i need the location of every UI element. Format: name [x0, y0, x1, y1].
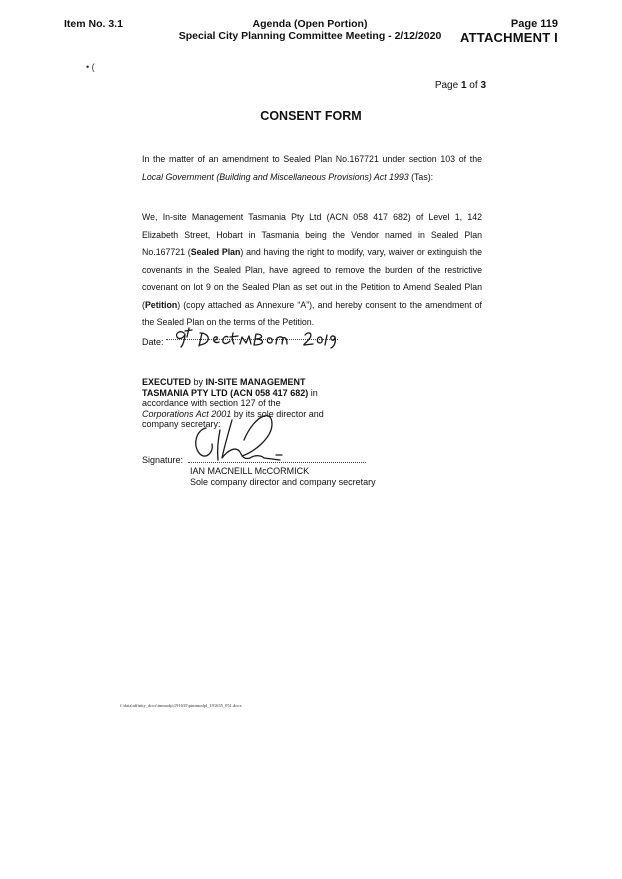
signature-label: Signature:: [142, 455, 184, 465]
attachment-label: ATTACHMENT I: [460, 30, 558, 45]
matter-text-b: (Tas):: [408, 171, 434, 182]
execution-line-5: company secretary:: [142, 419, 221, 429]
page-indicator-current: 1: [460, 80, 467, 91]
signatory-name: IAN MACNEILL McCORMICK: [190, 466, 310, 476]
corporations-act: Corporations Act 2001: [142, 408, 232, 419]
date-label: Date:: [142, 337, 164, 347]
page-indicator-prefix: Page: [434, 80, 461, 91]
execution-by: by: [191, 377, 206, 387]
company-name-2: TASMANIA PTY LTD (ACN 058 417 682): [142, 387, 309, 398]
scan-specks: • (: [86, 62, 95, 72]
company-name-1: IN-SITE MANAGEMENT: [205, 377, 306, 387]
executed-keyword: EXECUTED: [142, 377, 192, 387]
item-number: Item No. 3.1: [64, 18, 123, 30]
signatory-block: [190, 466, 376, 487]
execution-line-4-rest: by its sole director and: [231, 408, 324, 419]
execution-in: in: [308, 387, 318, 398]
page-indicator: [435, 80, 486, 91]
consent-text-c: ) (copy attached as Annexure “A”), and hereby consent to the amendment of the Sealed Plan on the terms of the Petition.: [142, 299, 482, 327]
execution-line-3: accordance with section 127 of the: [142, 398, 281, 408]
agenda-line-2: Special City Planning Committee Meeting - 2/12/2020: [178, 30, 442, 42]
page-number: Page 119: [510, 18, 558, 30]
matter-paragraph: [142, 151, 482, 186]
act-title: Local Government (Building and Miscellaneous Provisions) Act 1993: [142, 171, 409, 182]
petition-term: Petition: [144, 299, 178, 310]
handwritten-signature: [184, 410, 314, 470]
date-row: [142, 331, 442, 355]
execution-line-1: [142, 377, 372, 388]
page-indicator-total: 3: [480, 80, 486, 91]
page-attachment-block: [460, 18, 558, 45]
matter-text-a: In the matter of an amendment to Sealed Plan No.167721 under section 103 of the: [142, 154, 482, 164]
consent-text-b: ) and having the right to modify, vary, waiver or extinguish the covenants in the Sealed Plan, have agreed to remove the burden of the restrictive covenant on lot 9 on the Sealed Plan as set out in the Petition to Amend Sealed Plan (: [142, 247, 482, 310]
signature-dotted-line: [188, 462, 366, 463]
agenda-line-1: Agenda (Open Portion): [252, 18, 368, 30]
signatory-role: Sole company director and company secretary: [190, 476, 376, 487]
handwritten-date: [170, 325, 340, 349]
consent-paragraph: [142, 209, 482, 332]
agenda-heading: [160, 18, 460, 42]
consent-text-a: We, In-site Management Tasmania Pty Ltd (ACN 058 417 682) of Level 1, 142 Elizabeth Street, Hobart in Tasmania being the Vendor named in Sealed Plan No.167721 (: [142, 212, 482, 257]
footer-file-path: f:\data\affinity_docs\immodp\191635\pimmodpl_191635_051.docx: [120, 703, 242, 708]
document-title: CONSENT FORM: [260, 109, 362, 123]
sealed-plan-term: Sealed Plan: [190, 247, 241, 257]
page-indicator-middle: of: [466, 80, 481, 91]
execution-line-2: [142, 388, 372, 399]
